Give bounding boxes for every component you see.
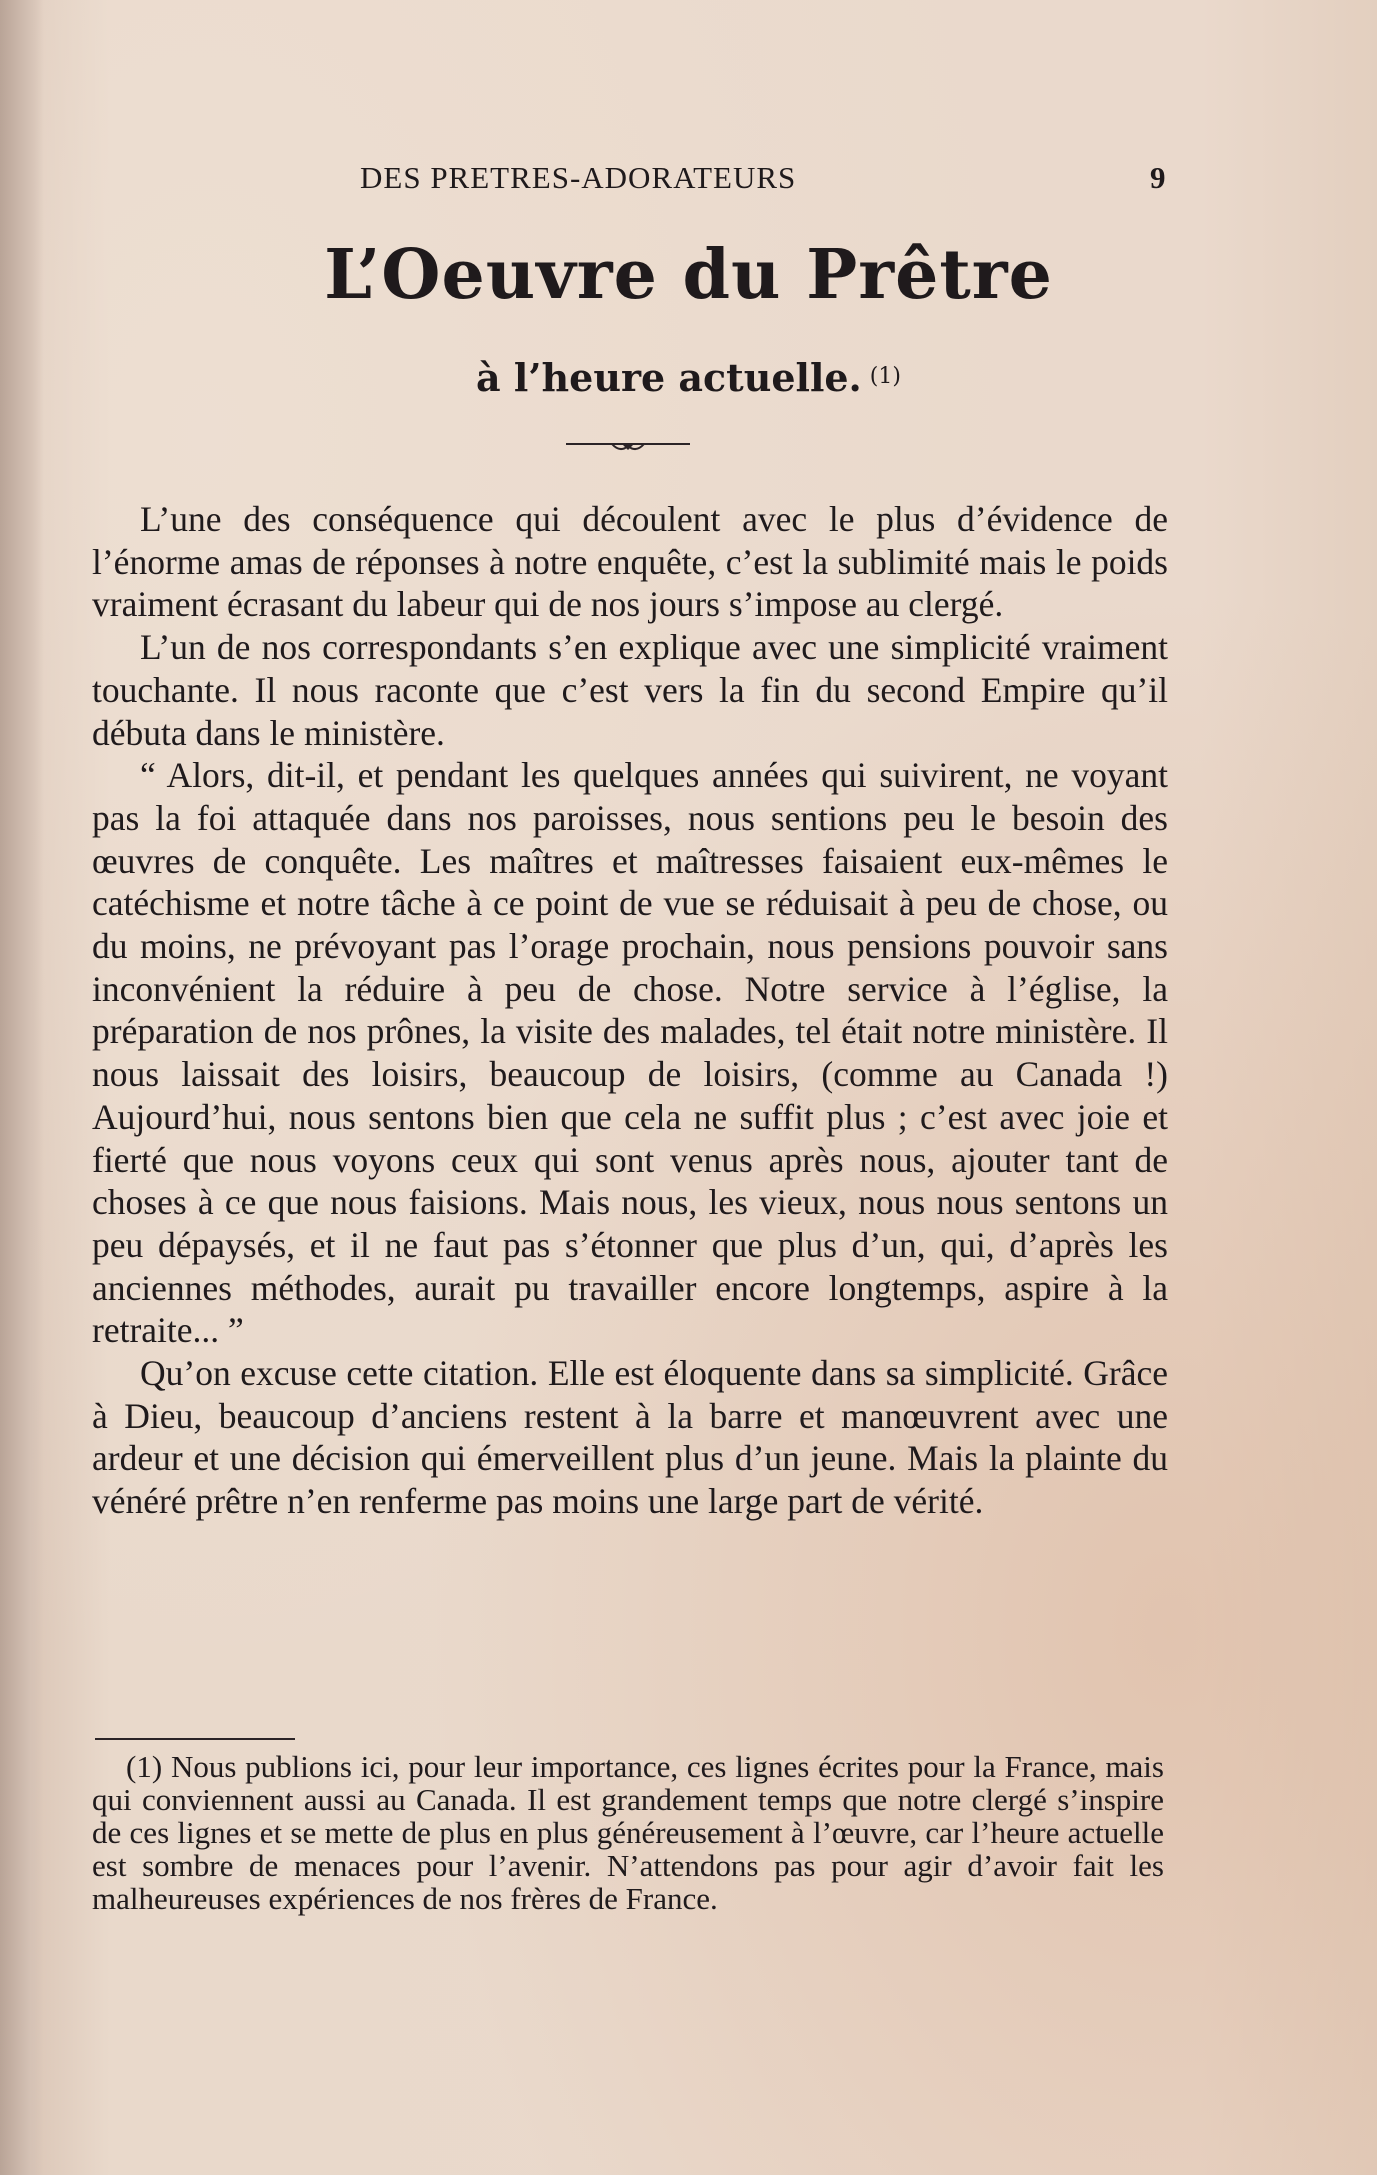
paragraph: L’un de nos correspondants s’en explique avec une simplicité vraiment touchante. Il nous raconte que c’est vers la fin du second Empire qu’il débuta dans le ministère. bbox=[92, 627, 1168, 753]
fleuron-ornament-icon bbox=[566, 438, 690, 454]
chapter-subtitle bbox=[0, 355, 1377, 400]
footnote: (1) Nous publions ici, pour leur importance, ces lignes écrites pour la France, mais qui conviennent aussi au Canada. Il est grandement temps que notre clergé s’inspire de ces lignes et se mette de plus en plus généreusement à l’œuvre, car l’heure actuelle est sombre de menaces pour l’avenir. N’attendons pas pour agir d’avoir fait les malheureuses expériences de nos frères de France. bbox=[92, 1749, 1164, 1916]
paragraph: “ Alors, dit-il, et pendant les quelques années qui suivirent, ne voyant pas la foi attaquée dans nos paroisses, nous sentions peu le besoin des œuvres de conquête. Les maîtres et maîtresses faisaient eux-mêmes le catéchisme et notre tâche à ce point de vue se réduisait à peu de chose, ou du moins, ne prévoyant pas l’orage prochain, nous pensions pouvoir sans inconvénient la réduire à peu de chose. Notre service à l’église, la préparation de nos prônes, la visite des malades, tel était notre ministère. Il nous laissait des loisirs, beaucoup de loisirs, (comme au Canada !) Aujourd’hui, nous sentons bien que cela ne suffit plus ; c’est avec joie et fierté que nous voyons ceux qui sont venus après nous, ajouter tant de choses à ce que nous faisions. Mais nous, les vieux, nous nous sentons un peu dépaysés, et il ne faut pas s’étonner que plus d’un, qui, d’après les anciennes méthodes, aurait pu travailler encore longtemps, aspire à la retraite... ” bbox=[92, 755, 1168, 1351]
body-text bbox=[92, 498, 1168, 1523]
running-head: DES PRETRES-ADORATEURS bbox=[360, 160, 797, 195]
chapter-title: L’Oeuvre du Prêtre bbox=[324, 235, 1053, 315]
paragraph: L’une des conséquence qui découlent avec le plus d’évidence de l’énorme amas de réponses à notre enquête, c’est la sublimité mais le poids vraiment écrasant du labeur qui de nos jours s’impose au clergé. bbox=[92, 499, 1168, 625]
book-spine-shadow bbox=[0, 0, 44, 2175]
footnote-reference: (1) bbox=[869, 364, 901, 389]
subtitle-text: à l’heure actuelle. bbox=[476, 355, 862, 400]
paragraph: Qu’on excuse cette citation. Elle est éloquente dans sa simplicité. Grâce à Dieu, beaucoup d’anciens restent à la barre et manœuvrent avec une ardeur et une décision qui émerveillent plus d’un jeune. Mais la plainte du vénéré prêtre n’en renferme pas moins une large part de vérité. bbox=[92, 1353, 1168, 1522]
footnote-divider bbox=[95, 1738, 295, 1740]
page-number: 9 bbox=[1150, 160, 1166, 195]
